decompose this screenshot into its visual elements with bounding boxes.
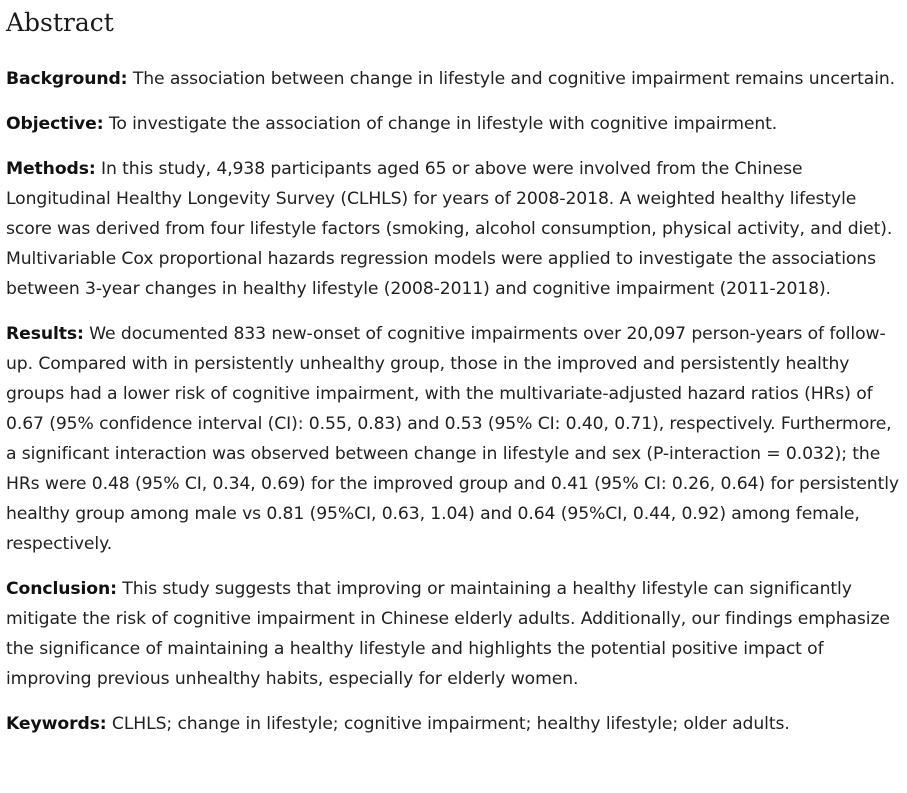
- conclusion-text: This study suggests that improving or maintaining a healthy lifestyle can significantly mitigate the risk of cognitive impairment in Chinese elderly adults. Additionally, our findings emphasize the significance of maintaining a healthy lifestyle and highlights the potential positive impact of improving previous unhealthy habits, especially for elderly women.: [6, 579, 890, 689]
- conclusion-label: Conclusion:: [6, 579, 117, 599]
- methods-text: In this study, 4,938 participants aged 65 or above were involved from the Chinese Longitudinal Healthy Longevity Survey (CLHLS) for years of 2008-2018. A weighted healthy lifestyle score was derived from four lifestyle factors (smoking, alcohol consumption, physical activity, and diet). Multivariable Cox proportional hazards regression models were applied to investigate the associations between 3-year changes in healthy lifestyle (2008-2011) and cognitive impairment (2011-2018).: [6, 159, 893, 299]
- background-text: The association between change in lifestyle and cognitive impairment remains uncertain.: [132, 69, 896, 89]
- abstract-container: [6, 0, 906, 739]
- background-label: Background:: [6, 69, 128, 89]
- keywords-paragraph: [6, 709, 906, 739]
- conclusion-paragraph: [6, 574, 906, 694]
- objective-text: To investigate the association of change in lifestyle with cognitive impairment.: [108, 114, 778, 134]
- abstract-heading: Abstract: [6, 8, 114, 37]
- results-paragraph: [6, 319, 906, 559]
- methods-paragraph: [6, 154, 906, 304]
- results-text: We documented 833 new-onset of cognitive impairments over 20,097 person-years of follow-up. Compared with in persistently unhealthy group, those in the improved and persistently healthy groups had a lower risk of cognitive impairment, with the multivariate-adjusted hazard ratios (HRs) of 0.67 (95% confidence interval (CI): 0.55, 0.83) and 0.53 (95% CI: 0.40, 0.71), respectively. Furthermore, a significant interaction was observed between change in lifestyle and sex (P-interaction = 0.032); the HRs were 0.48 (95% CI, 0.34, 0.69) for the improved group and 0.41 (95% CI: 0.26, 0.64) for persistently healthy group among male vs 0.81 (95%CI, 0.63, 1.04) and 0.64 (95%CI, 0.44, 0.92) among female, respectively.: [6, 324, 899, 554]
- keywords-label: Keywords:: [6, 714, 107, 734]
- objective-paragraph: [6, 109, 906, 139]
- results-label: Results:: [6, 324, 84, 344]
- keywords-text: CLHLS; change in lifestyle; cognitive impairment; healthy lifestyle; older adults.: [111, 714, 790, 734]
- methods-label: Methods:: [6, 159, 96, 179]
- objective-label: Objective:: [6, 114, 104, 134]
- background-paragraph: [6, 64, 906, 94]
